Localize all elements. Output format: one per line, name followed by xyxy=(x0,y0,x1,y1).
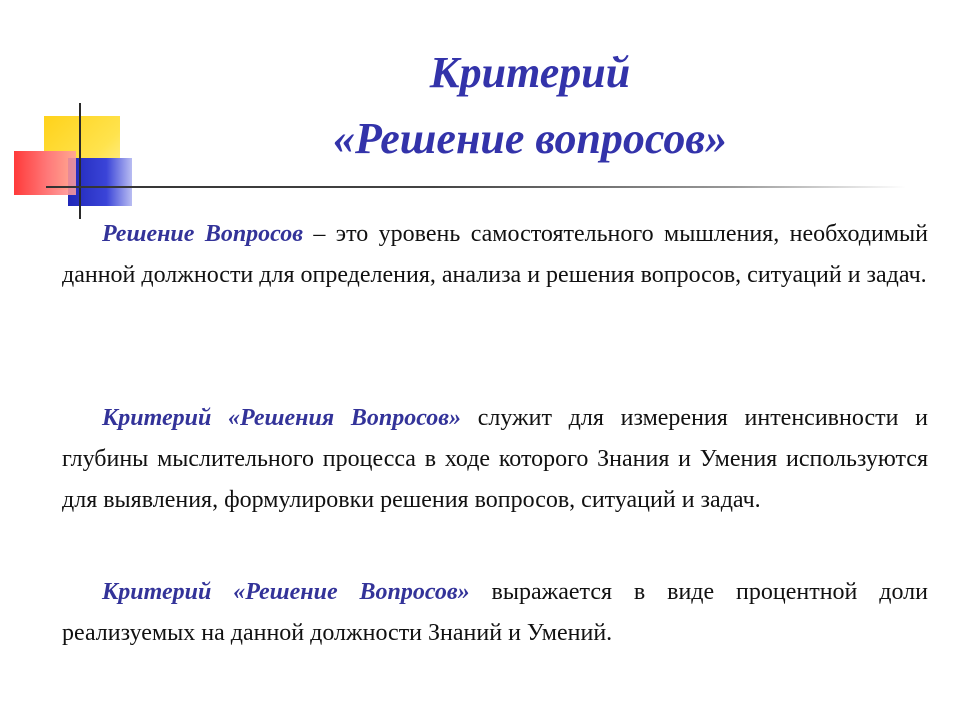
paragraph-emphasis: Критерий «Решения Вопросов» xyxy=(102,405,462,431)
paragraph-emphasis: Решение Вопросов xyxy=(102,221,303,247)
red-square xyxy=(14,151,76,195)
paragraph-text: – это уровень самостоятельного мышления, необходимый данной должности для определения, анализа и решения вопросов, ситуаций и задач. xyxy=(62,221,929,288)
paragraph-text: выражается в виде процентной доли реализуемых на данной должности Знаний и Умений. xyxy=(62,579,929,646)
paragraph-purpose xyxy=(62,398,928,521)
title-underline-rule xyxy=(46,186,906,188)
paragraph-emphasis: Критерий «Решение Вопросов» xyxy=(102,579,470,605)
paragraph-text: служит для измерения интенсивности и глубины мыслительного процесса в ходе которого Знания и Умения используются для выявления, формулировки решения вопросов, ситуаций и задач. xyxy=(62,405,928,513)
title-line-2: «Решение вопросов» xyxy=(332,114,728,163)
slide-title xyxy=(140,40,920,172)
paragraph-expression xyxy=(62,572,928,654)
title-line-1: Критерий xyxy=(429,48,631,97)
blue-square xyxy=(68,158,132,206)
paragraph-definition xyxy=(62,214,928,296)
vertical-rule xyxy=(79,103,81,219)
